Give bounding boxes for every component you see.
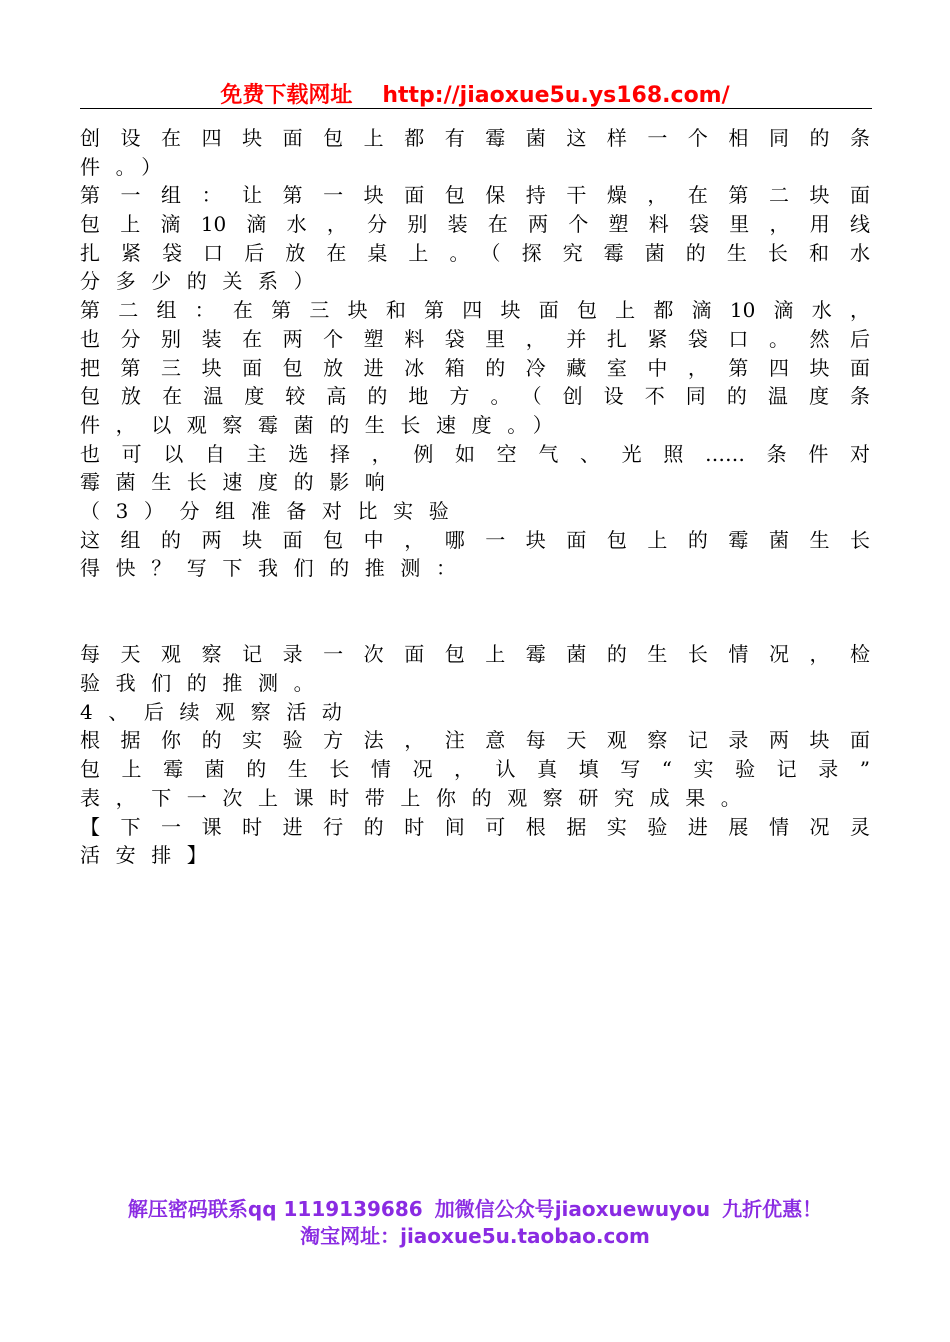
footer-password-label: 解压密码联系 bbox=[127, 1197, 248, 1221]
text-line: 扎紧袋口后放在桌上。（探究霉菌的生长和水 bbox=[80, 240, 870, 265]
text-line: 把第三块面包放进冰箱的冷藏室中，第四块面 bbox=[80, 355, 870, 380]
footer-taobao-link[interactable]: jiaoxue5u.taobao.com bbox=[400, 1224, 650, 1248]
section-heading: （3）分组准备对比实验 bbox=[80, 498, 465, 523]
download-header bbox=[80, 78, 870, 109]
text-line: 也可以自主选择，例如空气、光照……条件对 bbox=[80, 441, 870, 466]
text-line: 第二组：在第三块和第四块面包上都滴10滴水， bbox=[80, 298, 870, 323]
text-line: 第一组：让第一块面包保持干燥，在第二块面 bbox=[80, 183, 870, 208]
footer-qq: qq 1119139686 bbox=[247, 1197, 423, 1221]
footer-wechat-label: 加微信公众号 bbox=[434, 1197, 555, 1221]
text-line: 件。） bbox=[80, 154, 177, 179]
section-heading: 4、后续观察活动 bbox=[80, 699, 358, 724]
footer-offer: 九折优惠！ bbox=[722, 1197, 823, 1221]
footer-wechat-account: jiaoxuewuyou bbox=[554, 1197, 711, 1221]
text-line: 也分别装在两个塑料袋里，并扎紧袋口。然后 bbox=[80, 326, 870, 351]
text-line: 创设在四块面包上都有霉菌这样一个相同的条 bbox=[80, 126, 870, 150]
text-line: 包上滴10滴水，分别装在两个塑料袋里，用线 bbox=[80, 212, 870, 237]
text-line: 包放在温度较高的地方。（创设不同的温度条 bbox=[80, 384, 870, 409]
footer-taobao-label: 淘宝网址： bbox=[300, 1224, 401, 1248]
text-line: 表，下一次上课时带上你的观察研究成果。 bbox=[80, 785, 757, 810]
blank-answer-space bbox=[80, 583, 870, 612]
text-line: 包上霉菌的生长情况，认真填写“实验记录” bbox=[80, 757, 870, 782]
text-line: 活安排】 bbox=[80, 843, 223, 868]
header-label: 免费下载网址 bbox=[220, 83, 353, 108]
text-line: 霉菌生长速度的影响 bbox=[80, 470, 401, 495]
header-divider bbox=[80, 108, 872, 109]
text-line: 【下一课时进行的时间可根据实验进展情况灵 bbox=[80, 814, 870, 839]
document-body bbox=[80, 124, 870, 870]
text-line: 这组的两块面包中，哪一块面包上的霉菌生长 bbox=[80, 527, 870, 552]
text-line: 根据你的实验方法，注意每天观察记录两块面 bbox=[80, 728, 870, 753]
header-url-link[interactable]: http://jiaoxue5u.ys168.com/ bbox=[382, 83, 730, 108]
text-line: 得快？写下我们的推测： bbox=[80, 556, 472, 581]
blank-answer-space bbox=[80, 612, 870, 641]
text-line: 分多少的关系） bbox=[80, 269, 330, 294]
text-line: 每天观察记录一次面包上霉菌的生长情况，检 bbox=[80, 642, 870, 667]
text-line: 件，以观察霉菌的生长速度。） bbox=[80, 412, 569, 437]
footer-line-1 bbox=[0, 1196, 950, 1223]
footer-line-2 bbox=[0, 1223, 950, 1250]
text-line: 验我们的推测。 bbox=[80, 671, 330, 696]
contact-footer bbox=[0, 1196, 950, 1250]
